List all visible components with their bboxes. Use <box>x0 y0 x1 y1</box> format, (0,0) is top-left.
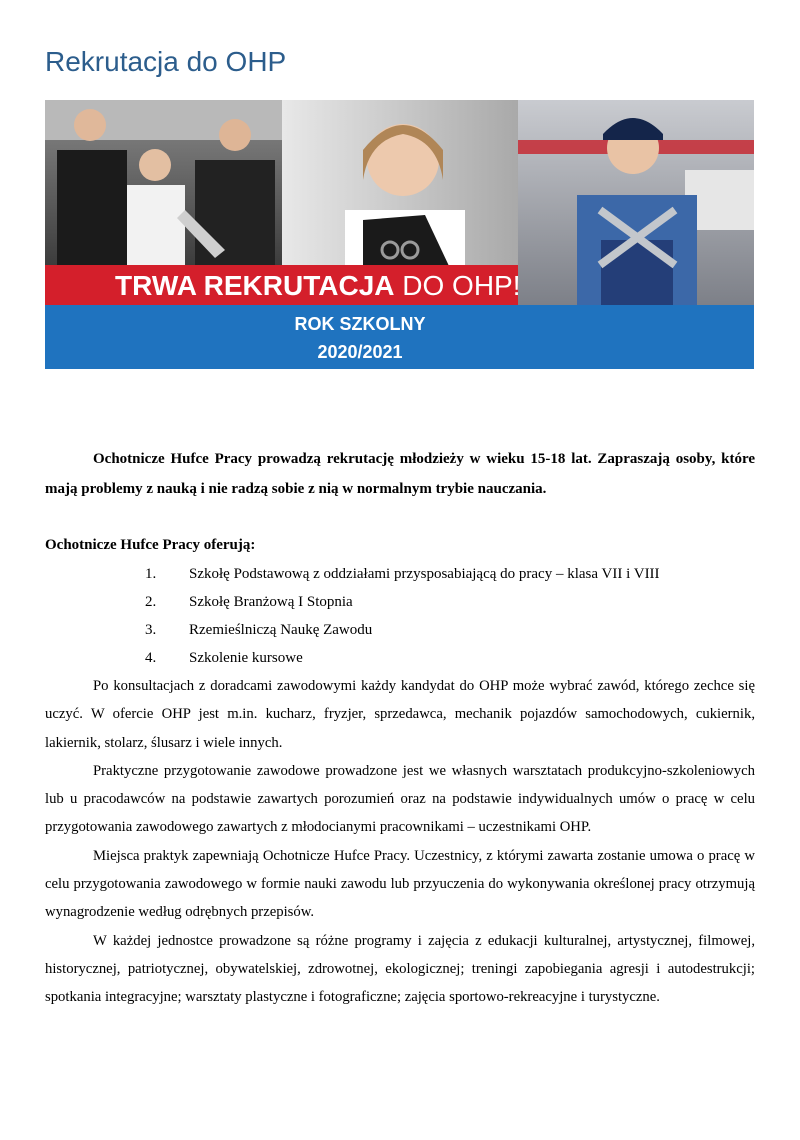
paragraph-professions: Po konsultacjach z doradcami zawodowymi każdy kandydat do OHP może wybrać zawód, którego zechce się uczyć. W ofercie OHP jest m.in. kucharz, fryzjer, sprzedawca, mechanik pojazdów samochodowych, cukiernik, lakiernik, stolarz, ślusarz i wiele innych. <box>45 678 755 751</box>
paragraph-internships: Miejsca praktyk zapewniają Ochotnicze Hufce Pracy. Uczestnicy, z którymi zawarta zostanie umowa o pracę w celu przygotowania zawodowego w formie nauki zawodu lub przyuczenia do wykonywania określonej pracy otrzymują wynagrodzenie według odrębnych przepisów. <box>45 847 755 921</box>
list-item-text: Szkołę Branżową I Stopnia <box>189 594 353 610</box>
photo-mechanic <box>518 100 754 305</box>
recruitment-banner <box>45 100 754 369</box>
banner-school-year: 2020/2021 <box>317 342 403 362</box>
list-item <box>45 644 755 672</box>
photo-cooks <box>45 100 282 270</box>
banner-school-year-label: ROK SZKOLNY <box>294 314 426 334</box>
article-body <box>45 444 755 1012</box>
list-item-text: Szkołę Podstawową z oddziałami przysposabiającą do pracy – klasa VII i VIII <box>189 566 660 582</box>
list-item-text: Rzemieślniczą Naukę Zawodu <box>189 622 373 638</box>
list-item-number: 1. <box>145 566 157 582</box>
list-item <box>45 560 755 588</box>
list-item-number: 2. <box>145 594 157 610</box>
banner-graphic <box>45 100 754 369</box>
paragraph-programs: W każdej jednostce prowadzone są różne programy i zajęcia z edukacji kulturalnej, artystycznej, filmowej, historycznej, patriotycznej, obywatelskiej, zdrowotnej, ekologicznej; treningi zapobiegania agresji i autodestrukcji; spotkania integracyjne; warsztaty plastyczne i fotograficzne; zajęcia sportowo-rekreacyjne i turystyczne. <box>45 932 755 1006</box>
page-title: Rekrutacja do OHP <box>45 46 287 77</box>
offers-heading: Ochotnicze Hufce Pracy oferują: <box>45 537 256 553</box>
intro-paragraph: Ochotnicze Hufce Pracy prowadzą rekrutację młodzieży w wieku 15-18 lat. Zapraszają osoby, które mają problemy z nauką i nie radzą sobie z nią w normalnym trybie nauczania. <box>45 451 755 497</box>
banner-headline: TRWA REKRUTACJA DO OHP! <box>115 270 521 301</box>
list-item <box>45 616 755 644</box>
list-item <box>45 588 755 616</box>
paragraph-practical-training: Praktyczne przygotowanie zawodowe prowadzone jest we własnych warsztatach produkcyjno-szkoleniowych lub u pracodawców na podstawie zawartych porozumień oraz na podstawie indywidualnych umów o pracę w celu przygotowania zawodowego zawartych z młodocianymi pracownikami – uczestnikami OHP. <box>45 762 755 836</box>
offers-list <box>45 560 755 672</box>
list-item-number: 4. <box>145 650 157 666</box>
list-item-number: 3. <box>145 622 157 638</box>
list-item-text: Szkolenie kursowe <box>189 650 303 666</box>
